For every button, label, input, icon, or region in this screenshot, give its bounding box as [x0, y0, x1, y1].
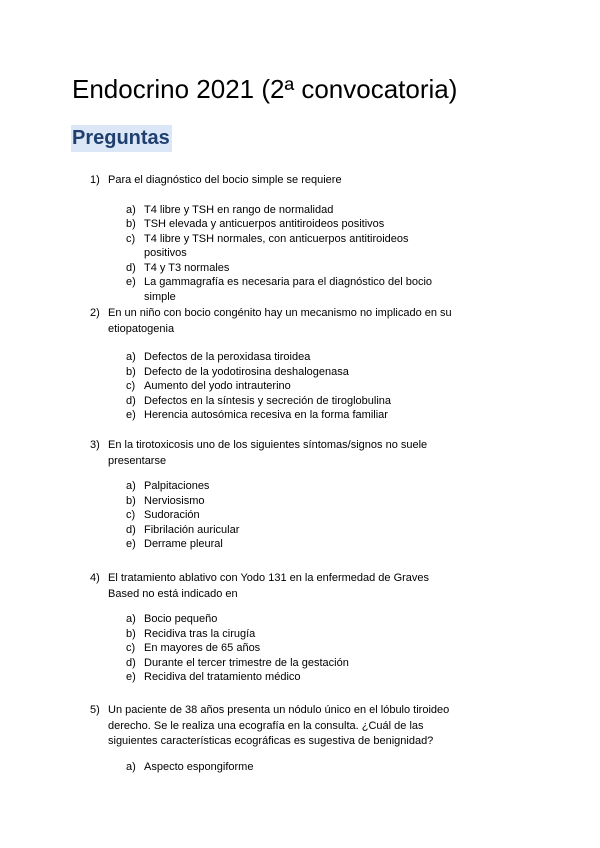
option-e — [126, 670, 446, 685]
question-1 — [90, 173, 470, 305]
option-letter: c) — [126, 232, 136, 245]
option-a — [126, 612, 446, 627]
option-text: Fibrilación auricular — [144, 523, 240, 536]
option-text: Bocio pequeño — [144, 613, 218, 625]
option-letter: a) — [126, 480, 136, 492]
option-text: Palpitaciones — [144, 480, 210, 492]
option-text: Recidiva tras la cirugía — [144, 627, 256, 640]
option-letter: c) — [126, 380, 136, 393]
question-3 — [90, 438, 470, 552]
question-text: En un niño con bocio congénito hay un mecanismo no implicado en su etiopatogenia — [108, 307, 452, 335]
option-letter: d) — [126, 394, 136, 407]
question-stem — [90, 571, 470, 602]
option-b — [126, 494, 446, 509]
option-list — [126, 760, 446, 775]
option-list — [126, 612, 446, 685]
option-a — [126, 760, 446, 775]
question-number: 2) — [90, 307, 100, 319]
option-e — [126, 537, 446, 552]
option-letter: d) — [126, 261, 136, 274]
option-text: Nerviosismo — [144, 494, 205, 507]
option-b — [126, 365, 446, 380]
option-text: Recidiva del tratamiento médico — [144, 671, 301, 684]
option-a — [126, 350, 446, 365]
option-e — [126, 408, 446, 423]
question-text: Un paciente de 38 años presenta un nódulo único en el lóbulo tiroideo derecho. Se le realiza una ecografía en la consulta. ¿Cuál de las siguientes características ecográficas es sugestiva de benignidad? — [108, 704, 450, 747]
option-b — [126, 627, 446, 642]
option-letter: a) — [126, 203, 136, 216]
option-letter: a) — [126, 351, 136, 363]
section-heading-preguntas: Preguntas — [71, 125, 172, 152]
question-text: El tratamiento ablativo con Yodo 131 en la enfermedad de Graves Based no está indicado en — [108, 572, 430, 600]
option-text: Defecto de la yodotirosina deshalogenasa — [144, 365, 349, 378]
option-d — [126, 656, 446, 671]
option-letter: e) — [126, 409, 136, 422]
option-letter: b) — [126, 365, 136, 378]
option-letter: d) — [126, 656, 136, 669]
option-d — [126, 523, 446, 538]
option-list — [126, 203, 446, 305]
option-text: Aspecto espongiforme — [144, 760, 254, 773]
question-stem — [90, 306, 470, 337]
option-text: T4 libre y TSH en rango de normalidad — [144, 203, 334, 216]
option-a — [126, 203, 446, 218]
option-letter: c) — [126, 642, 136, 655]
option-letter: a) — [126, 613, 136, 625]
option-letter: d) — [126, 523, 136, 536]
option-letter: c) — [126, 509, 136, 522]
question-number: 4) — [90, 572, 100, 584]
option-text: T4 y T3 normales — [144, 261, 230, 274]
question-text: Para el diagnóstico del bocio simple se requiere — [108, 174, 342, 186]
option-letter: b) — [126, 627, 136, 640]
question-4 — [90, 571, 470, 685]
question-stem — [90, 703, 470, 750]
option-text: TSH elevada y anticuerpos antitiroideos positivos — [144, 218, 385, 231]
option-c — [126, 508, 446, 523]
question-stem — [90, 173, 470, 189]
question-5 — [90, 703, 470, 774]
option-text: Derrame pleural — [144, 538, 223, 551]
option-text: La gammagrafía es necesaria para el diagnóstico del bocio simple — [144, 276, 433, 304]
option-c — [126, 379, 446, 394]
question-number: 3) — [90, 439, 100, 451]
option-letter: e) — [126, 276, 136, 289]
option-b — [126, 217, 446, 232]
option-text: Aumento del yodo intrauterino — [144, 380, 291, 393]
option-e — [126, 275, 446, 304]
document-title: Endocrino 2021 (2ª convocatoria) — [72, 74, 458, 104]
question-2 — [90, 306, 470, 423]
question-stem — [90, 438, 470, 469]
option-letter: b) — [126, 494, 136, 507]
option-list — [126, 479, 446, 552]
option-letter: e) — [126, 671, 136, 684]
option-letter: b) — [126, 218, 136, 231]
option-text: Defectos de la peroxidasa tiroidea — [144, 351, 311, 363]
option-c — [126, 232, 446, 261]
option-a — [126, 479, 446, 494]
question-text: En la tirotoxicosis uno de los siguientes síntomas/signos no suele presentarse — [108, 439, 428, 467]
option-text: En mayores de 65 años — [144, 642, 261, 655]
question-number: 1) — [90, 174, 100, 186]
option-text: Defectos en la síntesis y secreción de tiroglobulina — [144, 394, 392, 407]
option-letter: e) — [126, 538, 136, 551]
option-text: T4 libre y TSH normales, con anticuerpos antitiroideos positivos — [144, 232, 409, 260]
option-d — [126, 261, 446, 276]
option-list — [126, 350, 446, 423]
option-text: Durante el tercer trimestre de la gestación — [144, 656, 349, 669]
option-letter: a) — [126, 760, 136, 773]
question-number: 5) — [90, 704, 100, 716]
option-text: Sudoración — [144, 509, 200, 522]
option-text: Herencia autosómica recesiva en la forma familiar — [144, 409, 388, 422]
option-d — [126, 394, 446, 409]
option-c — [126, 641, 446, 656]
